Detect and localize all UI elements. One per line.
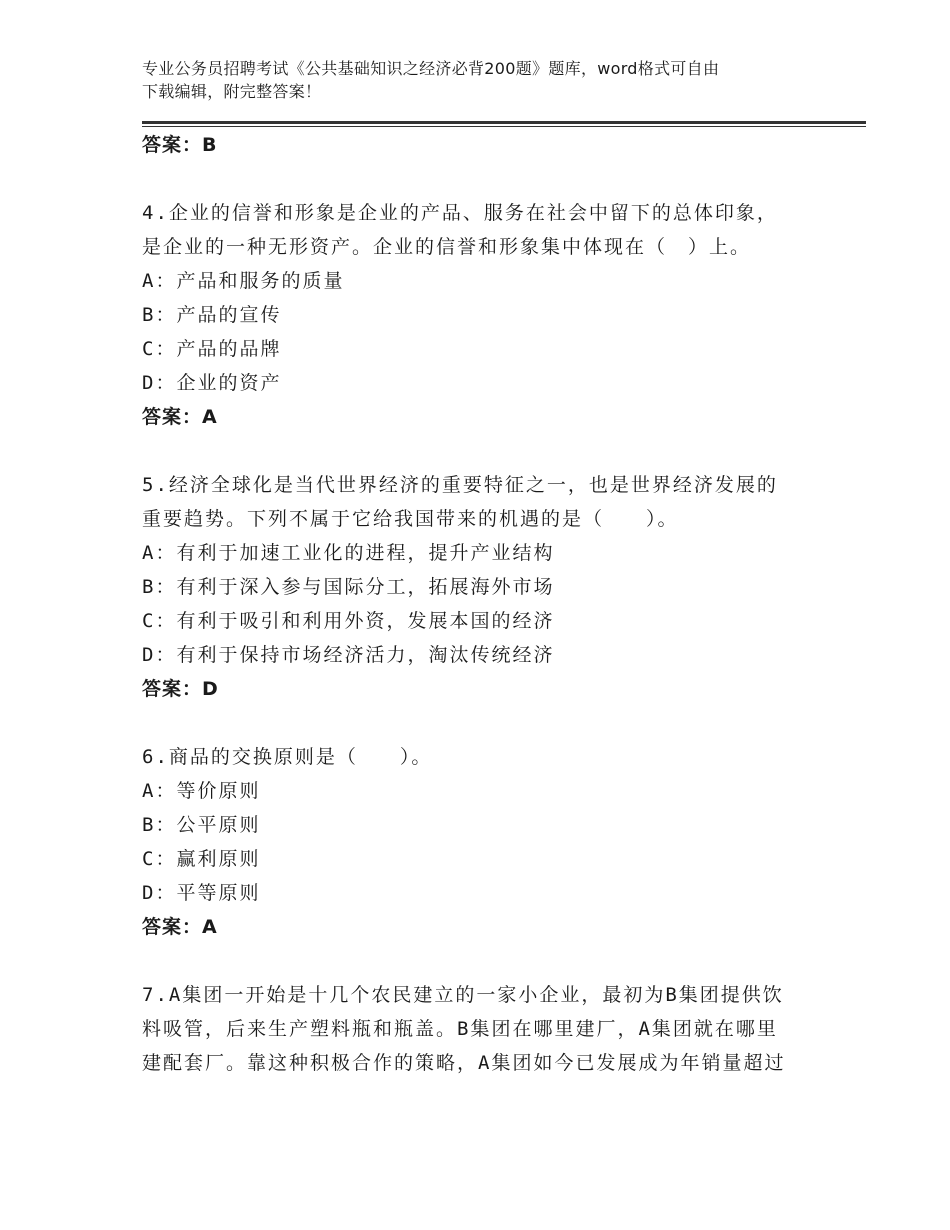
question-6: [142, 740, 822, 944]
question-stem: 5.经济全球化是当代世界经济的重要特征之一，也是世界经济发展的: [142, 474, 778, 496]
option-b: B：公平原则: [142, 814, 261, 836]
question-stem: 重要趋势。下列不属于它给我国带来的机遇的是（ ）。: [142, 508, 679, 530]
option-d: D：平等原则: [142, 882, 261, 904]
option-d: D：有利于保持市场经济活力，淘汰传统经济: [142, 644, 555, 666]
question-stem: 料吸管，后来生产塑料瓶和瓶盖。B集团在哪里建厂，A集团就在哪里: [142, 1018, 778, 1040]
answer-label: 答案：A: [142, 916, 218, 938]
answer-label: 答案：B: [142, 134, 218, 156]
header-line-1: 专业公务员招聘考试《公共基础知识之经济必背200题》题库，word格式可自由: [142, 59, 720, 78]
question-7: [142, 978, 822, 1080]
question-stem: 7.A集团一开始是十几个农民建立的一家小企业，最初为B集团提供饮: [142, 984, 784, 1006]
question-4: [142, 196, 822, 434]
option-b: B：产品的宣传: [142, 304, 282, 326]
question-5: [142, 468, 822, 706]
question-stem: 是企业的一种无形资产。企业的信誉和形象集中体现在（ ）上。: [142, 236, 752, 258]
option-c: C：有利于吸引和利用外资，发展本国的经济: [142, 610, 555, 632]
header-rule-thin: [142, 126, 866, 127]
option-a: A：有利于加速工业化的进程，提升产业结构: [142, 542, 555, 564]
option-d: D：企业的资产: [142, 372, 282, 394]
question-stem: 建配套厂。靠这种积极合作的策略，A集团如今已发展成为年销量超过: [142, 1052, 786, 1074]
header-line-2: 下载编辑，附完整答案！: [142, 82, 322, 101]
header-rule-thick: [142, 121, 866, 124]
option-a: A：产品和服务的质量: [142, 270, 345, 292]
answer-label: 答案：D: [142, 678, 219, 700]
answer-label: 答案：A: [142, 406, 218, 428]
question-stem: 6.商品的交换原则是（ ）。: [142, 746, 433, 768]
question-list: [142, 128, 822, 1080]
option-c: C：赢利原则: [142, 848, 261, 870]
document-header: [142, 57, 822, 103]
question-stem: 4.企业的信誉和形象是企业的产品、服务在社会中留下的总体印象，: [142, 202, 778, 224]
option-b: B：有利于深入参与国际分工，拓展海外市场: [142, 576, 555, 598]
option-a: A：等价原则: [142, 780, 261, 802]
option-c: C：产品的品牌: [142, 338, 282, 360]
